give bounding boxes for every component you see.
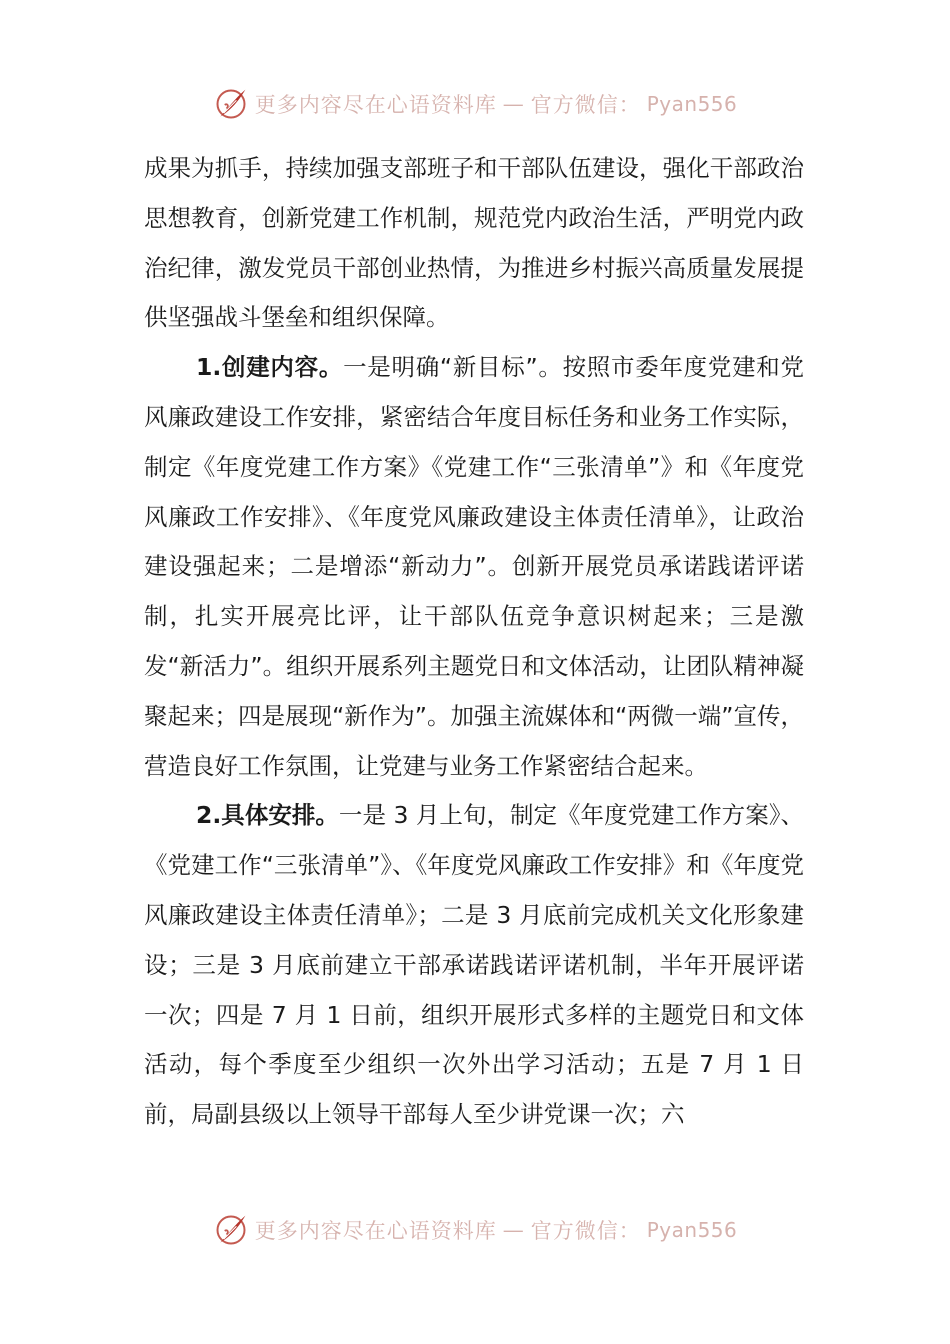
document-body	[144, 144, 804, 1140]
paragraph-creation-content	[144, 343, 804, 791]
paragraph-text: 一是明确“新目标”。按照市委年度党建和党风廉政建设工作安排，紧密结合年度目标任务和业务工作实际，制定《年度党建工作方案》《党建工作“三张清单”》和《年度党风廉政工作安排》、《年度党风廉政建设主体责任清单》，让政治建设强起来；二是增添“新动力”。创新开展党员承诺践诺评诺制，扎实开展亮比评，让干部队伍竞争意识树起来；三是激发“新活力”。组织开展系列主题党日和文体活动，让团队精神凝聚起来；四是展现“新作为”。加强主流媒体和“两微一端”宣传，营造良好工作氛围，让党建与业务工作紧密结合起来。	[144, 353, 804, 780]
watermark-wechat-account: Pyan556	[646, 92, 738, 116]
paragraph-specific-arrangements	[144, 791, 804, 1140]
paragraph-text: 成果为抓手，持续加强支部班子和干部队伍建设，强化干部政治思想教育，创新党建工作机制，规范党内政治生活，严明党内政治纪律，激发党员干部创业热情，为推进乡村振兴高质量发展提供坚强战斗堡垒和组织保障。	[144, 154, 804, 332]
watermark-dash: —	[502, 1218, 525, 1242]
watermark-dash: —	[502, 92, 525, 116]
quill-logo-icon	[213, 1212, 249, 1248]
paragraph-continuation	[144, 144, 804, 343]
watermark-wechat-label: 官方微信：	[530, 1219, 641, 1243]
watermark-wechat-account: Pyan556	[646, 1218, 738, 1242]
paragraph-text: 一是 3 月上旬，制定《年度党建工作方案》、《党建工作“三张清单”》、《年度党风廉政工作安排》和《年度党风廉政建设主体责任清单》；二是 3 月底前完成机关文化形象建设；三是 3 月底前建立干部承诺践诺评诺机制，半年开展评诺一次；四是 7 月 1 日前，组织开展形式多样的主题党日和文体活动，每个季度至少组织一次外出学习活动；五是 7 月 1 日前，局副县级以上领导干部每人至少讲党课一次；六	[144, 801, 804, 1129]
watermark-footer	[0, 1208, 950, 1252]
section-heading-creation: 1.创建内容。	[196, 353, 344, 382]
watermark-wechat-label: 官方微信：	[530, 93, 641, 117]
watermark-header	[0, 82, 950, 126]
quill-logo-icon	[213, 86, 249, 122]
watermark-site-name: 更多内容尽在心语资料库	[254, 93, 497, 117]
watermark-site-name: 更多内容尽在心语资料库	[254, 1219, 497, 1243]
section-heading-arrangements: 2.具体安排。	[196, 801, 339, 830]
